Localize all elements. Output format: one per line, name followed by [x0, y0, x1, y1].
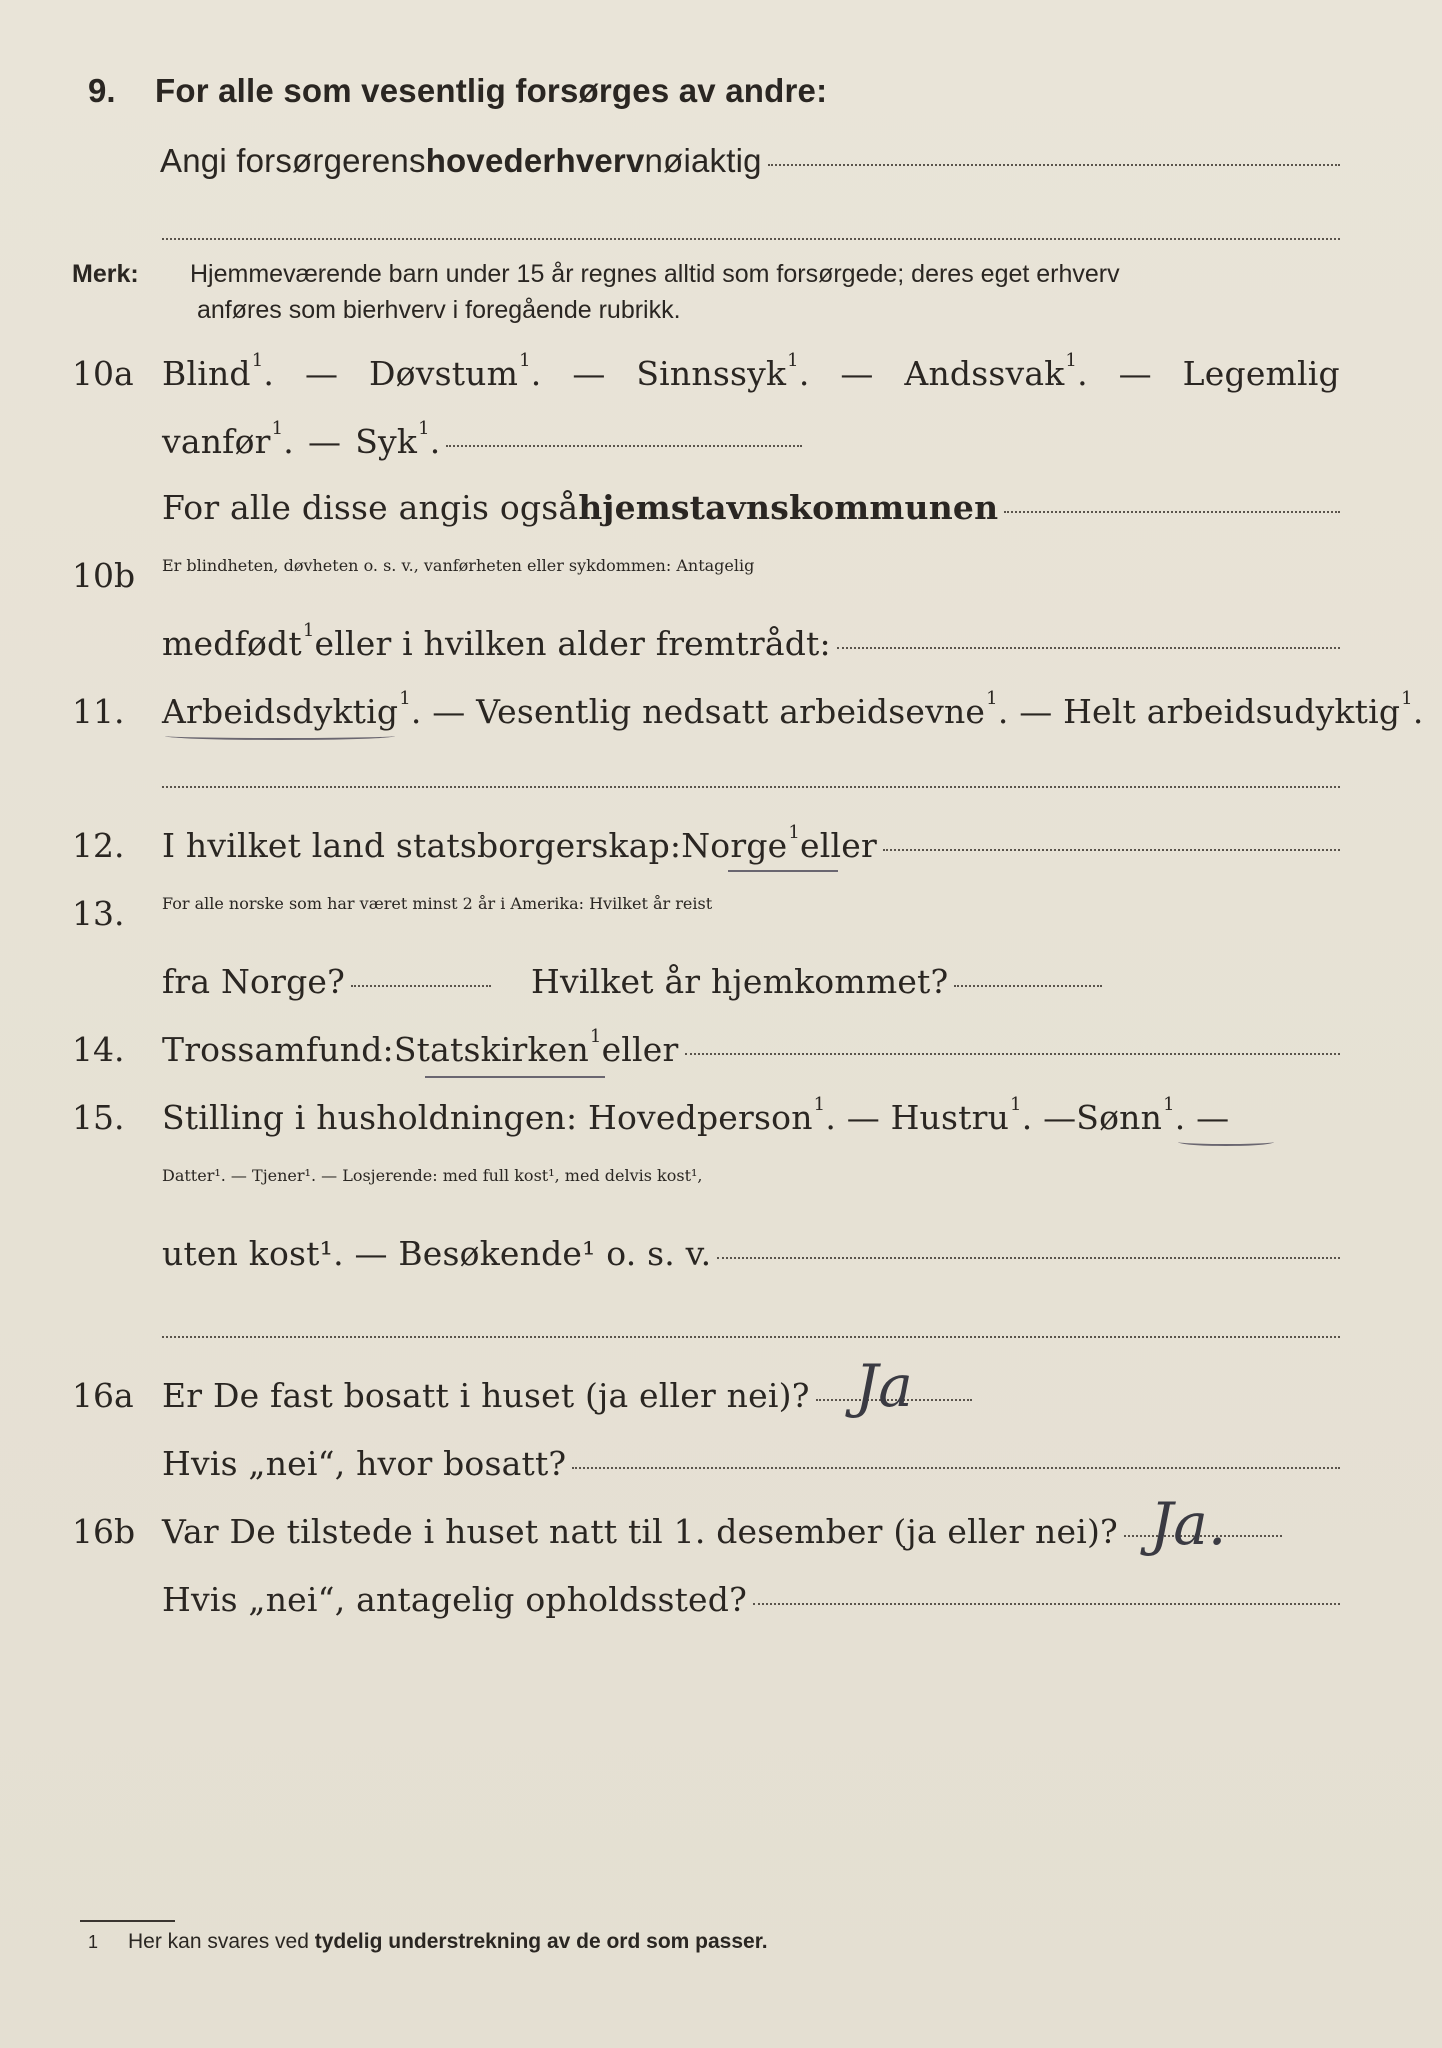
footnote-bold-text: tydelig understrekning av de ord som passer.	[314, 1930, 768, 1953]
q14-line1	[162, 1026, 1340, 1069]
footnote-rule	[80, 1920, 175, 1922]
dash: . —	[1021, 1098, 1077, 1137]
option-legemlig-label[interactable]: Legemlig	[1182, 354, 1340, 393]
dash: . —	[1174, 1098, 1230, 1137]
option-blind[interactable]: Blind$^1$.	[162, 350, 275, 393]
q16b-line1	[162, 1512, 1282, 1551]
q14-number: 14.	[72, 1030, 125, 1069]
sup-mark: 1	[986, 688, 998, 709]
option-udyktig[interactable]: . — Helt arbeidsudyktig$^1$.	[997, 688, 1424, 731]
merk-line2: anføres som bierhverv i foregående rubrikk.	[197, 296, 681, 324]
option-medfodt[interactable]	[162, 620, 315, 663]
q15-line2: Datter¹. — Tjener¹. — Losjerende: med full kost¹, med delvis kost¹,	[162, 1166, 703, 1185]
footnote	[88, 1930, 768, 1954]
option-statskirken[interactable]	[393, 1026, 602, 1069]
q9-heading: For alle som vesentlig forsørges av andre:	[155, 72, 828, 109]
q12-line1	[162, 822, 1340, 865]
option-statskirken-label: Statskirken	[393, 1030, 589, 1069]
q13-hjemkommet-answer-line[interactable]	[954, 985, 1102, 987]
option-vanfor[interactable]: vanfør$^1$.	[162, 418, 294, 461]
q10a-number: 10a	[72, 354, 134, 393]
option-udyktig-label: . — Helt arbeidsudyktig	[997, 692, 1401, 731]
q12-number: 12.	[72, 826, 125, 865]
q10a-line3-bold: hjemstavnskommunen	[578, 488, 999, 527]
q10a-line3-text: For alle disse angis også	[162, 488, 579, 527]
merk-line1: Hjemmeværende barn under 15 år regnes alltid som forsørgede; deres eget erhverv	[190, 260, 1120, 288]
q13-line2	[162, 962, 1102, 1001]
q10b-line2-text: eller i hvilken alder fremtrådt:	[314, 624, 831, 663]
q10a-syk-answer-line[interactable]	[446, 445, 802, 447]
q9-line2-bold: hovederhverv	[425, 142, 645, 179]
q16b-question: Var De tilstede i huset natt til 1. desember (ja eller nei)?	[162, 1512, 1118, 1551]
option-dovstum[interactable]: Døvstum$^1$.	[369, 350, 542, 393]
sup-mark: 1	[271, 418, 284, 439]
option-arbeidsdyktig[interactable]	[162, 688, 411, 731]
q16a-question: Er De fast bosatt i huset (ja eller nei)?	[162, 1376, 810, 1415]
option-sinnssyk[interactable]: Sinnssyk$^1$.	[636, 350, 810, 393]
q9-line2	[160, 142, 1340, 180]
q12-eller: eller	[800, 826, 877, 865]
q11-answer-line[interactable]	[162, 786, 1340, 788]
q9-answer-line-2[interactable]	[162, 238, 1340, 240]
q11-number: 11.	[72, 692, 125, 731]
dash: —	[840, 354, 874, 393]
sup-mark: 1	[302, 620, 315, 641]
q13-reist-label: fra Norge?	[162, 962, 346, 1001]
option-medfodt-label: medfødt	[162, 624, 302, 663]
q14-answer-line[interactable]	[685, 1053, 1340, 1055]
handwritten-underline-arbeidsdyktig	[165, 732, 395, 740]
option-blind-label: Blind	[162, 354, 251, 393]
q15-answer-line-2[interactable]	[162, 1336, 1340, 1338]
q12-answer-line[interactable]	[883, 849, 1340, 851]
q9-line2-tail: nøiaktig	[644, 142, 762, 179]
option-hovedperson-label: Stilling i husholdningen: Hovedperson	[162, 1098, 813, 1137]
dash: —	[304, 354, 339, 393]
option-andssvak[interactable]: Andssvak$^1$.	[904, 350, 1088, 393]
sup-mark: 1	[399, 688, 411, 709]
option-andssvak-label: Andssvak	[904, 354, 1065, 393]
q9-answer-line[interactable]	[768, 164, 1340, 166]
q10a-line3	[162, 488, 1340, 527]
sup-mark: 1	[813, 1094, 826, 1115]
option-nedsatt-label: . — Vesentlig nedsatt arbeidsevne	[410, 692, 986, 731]
dash: —	[308, 422, 342, 461]
option-vanfor-label: vanfør	[162, 422, 271, 461]
q16a-line1	[162, 1376, 972, 1415]
q13-line1: For alle norske som har været minst 2 år i Amerika: Hvilket år reist	[162, 894, 713, 913]
q12-text: I hvilket land statsborgerskap:	[162, 826, 682, 865]
q10b-line1: Er blindheten, døvheten o. s. v., vanførheten eller sykdommen: Antagelig	[162, 556, 755, 575]
sup-mark: 1	[418, 418, 430, 439]
merk-label: Merk:	[72, 260, 139, 288]
sup-mark: 1	[1010, 1094, 1022, 1115]
dash: —	[1118, 354, 1152, 393]
option-norge-label: Norge	[681, 826, 788, 865]
option-nedsatt[interactable]	[410, 688, 998, 731]
option-hustru-label: . — Hustru	[825, 1098, 1010, 1137]
option-sonn-label: Sønn	[1076, 1098, 1163, 1137]
q16b-followup: Hvis „nei“, antagelig opholdssted?	[162, 1580, 747, 1619]
handwritten-underline-statskirken	[425, 1074, 605, 1078]
option-syk-label: Syk	[355, 422, 418, 461]
sup-mark: 1	[787, 350, 799, 371]
q16b-followup-answer-line[interactable]	[753, 1603, 1340, 1605]
q9-line1	[155, 72, 827, 110]
option-hustru[interactable]	[825, 1094, 1022, 1137]
option-syk[interactable]: Syk$^1$.	[355, 418, 441, 461]
q10a-line1	[162, 350, 1340, 393]
q15-line3	[162, 1234, 1340, 1273]
q16a-line2	[162, 1444, 1340, 1483]
option-dovstum-label: Døvstum	[369, 354, 519, 393]
hjemstavnskommune-answer-line[interactable]	[1004, 511, 1340, 513]
q14-text: Trossamfund:	[162, 1030, 394, 1069]
sup-mark: 1	[1065, 350, 1078, 371]
handwritten-underline-sonn	[1178, 1138, 1274, 1146]
sup-mark: 1	[1401, 688, 1413, 709]
handwritten-underline-norge	[728, 868, 838, 872]
option-arbeidsdyktig-label: Arbeidsdyktig	[162, 692, 399, 731]
q16a-followup: Hvis „nei“, hvor bosatt?	[162, 1444, 567, 1483]
q15-line1	[162, 1094, 1340, 1137]
q13-hjemkommet-label: Hvilket år hjemkommet?	[531, 962, 949, 1001]
option-norge[interactable]	[681, 822, 801, 865]
q15-answer-line[interactable]	[717, 1257, 1340, 1259]
q9-number: 9.	[88, 72, 116, 109]
q16b-number: 16b	[72, 1512, 136, 1551]
dash: —	[572, 354, 606, 393]
q16b-line2	[162, 1580, 1340, 1619]
q10a-line2	[162, 418, 802, 461]
q10b-line2	[162, 620, 1340, 663]
sup-mark: 1	[519, 350, 531, 371]
q10b-answer-line[interactable]	[837, 647, 1340, 649]
q10b-number: 10b	[72, 556, 136, 595]
q13-reist-answer-line[interactable]	[351, 985, 491, 987]
handwritten-answer-16a: Ja	[855, 1352, 913, 1420]
q14-eller: eller	[601, 1030, 679, 1069]
option-sinnssyk-label: Sinnssyk	[636, 354, 787, 393]
q11-line1	[162, 688, 1424, 731]
footnote-mark: 1	[88, 1932, 99, 1952]
sup-mark: 1	[251, 350, 264, 371]
q9-line2-text: Angi forsørgerens	[160, 142, 426, 179]
q16a-number: 16a	[72, 1376, 134, 1415]
sup-mark: 1	[589, 1026, 602, 1047]
sup-mark: 1	[1163, 1094, 1175, 1115]
q16a-followup-answer-line[interactable]	[572, 1467, 1340, 1469]
q13-number: 13.	[72, 894, 125, 933]
q15-line3-text: uten kost¹. — Besøkende¹ o. s. v.	[162, 1234, 712, 1273]
footnote-text: Her kan svares ved	[128, 1930, 315, 1953]
sup-mark: 1	[788, 822, 801, 843]
handwritten-answer-16b: Ja.	[1150, 1490, 1227, 1558]
q15-number: 15.	[72, 1098, 125, 1137]
option-hovedperson[interactable]	[162, 1094, 826, 1137]
option-sonn[interactable]	[1076, 1094, 1175, 1137]
